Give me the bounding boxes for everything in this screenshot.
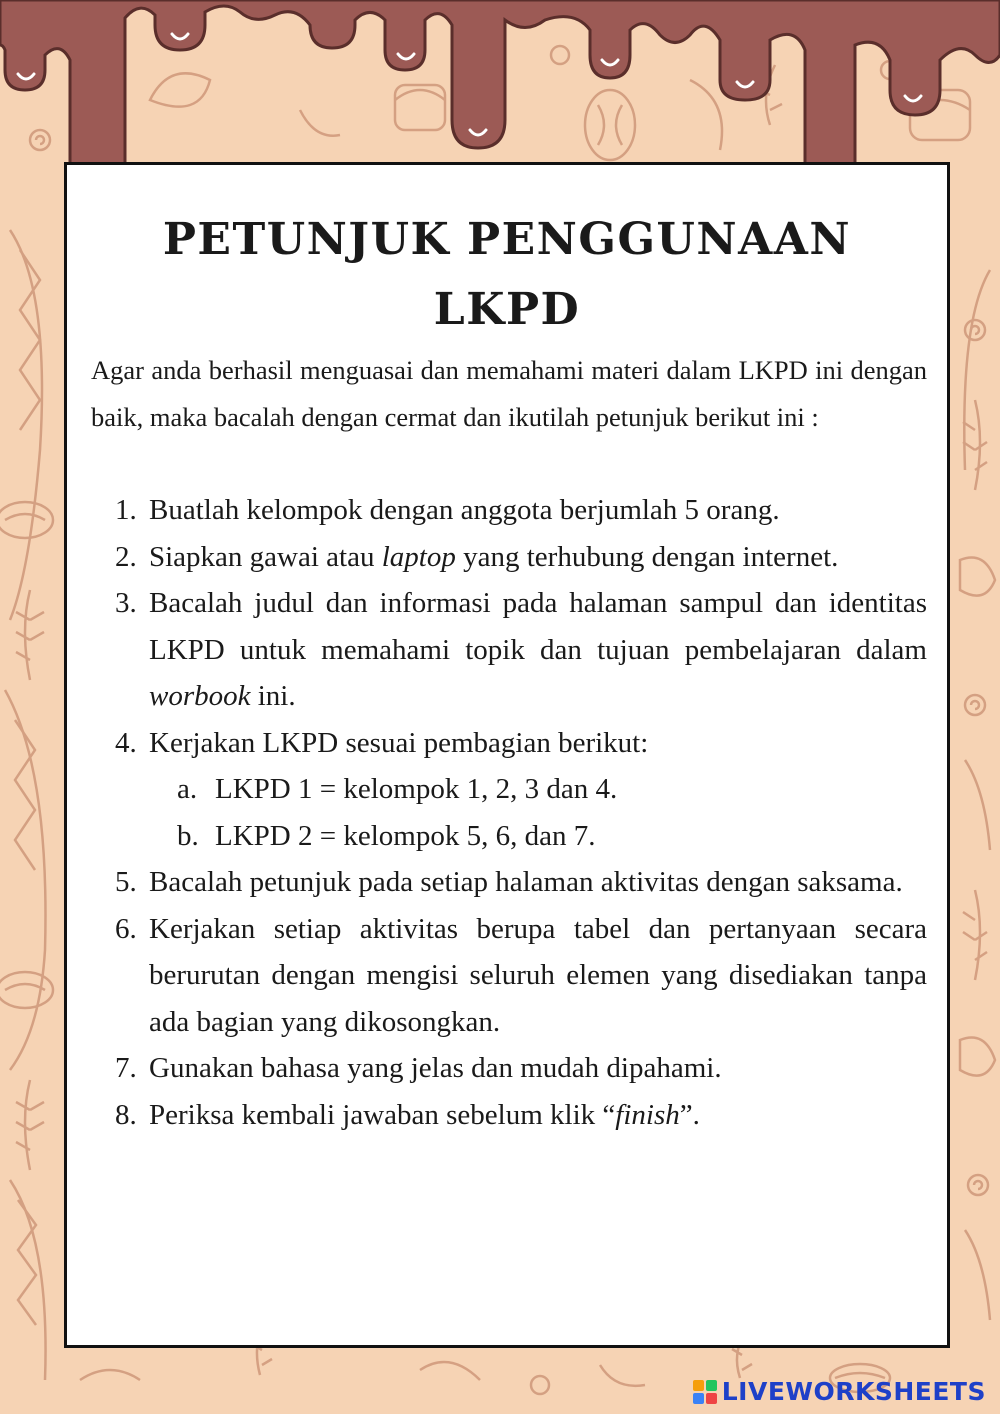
- step-item: [91, 1045, 927, 1092]
- watermark-text: LIVEWORKSHEETS: [721, 1377, 986, 1406]
- step-text-pre: Siapkan gawai atau: [149, 540, 382, 573]
- liveworksheets-watermark[interactable]: [692, 1377, 986, 1406]
- step-text: Buatlah kelompok dengan anggota berjumlah 5 orang.: [149, 494, 780, 526]
- step-text-emphasis: laptop: [381, 540, 456, 573]
- page-title: [67, 205, 947, 345]
- step-text-pre: Periksa kembali jawaban sebelum klik “: [149, 1098, 616, 1131]
- step-number: 7.: [115, 1052, 137, 1084]
- step-text-emphasis: finish: [615, 1098, 680, 1131]
- liveworksheets-logo-icon: [692, 1379, 718, 1405]
- sub-letter: a.: [177, 773, 198, 805]
- intro-paragraph: Agar anda berhasil menguasai dan memahami materi dalam LKPD ini dengan baik, maka bacalah dengan cermat dan ikutilah petunjuk berikut ini :: [91, 355, 927, 432]
- step-number: 8.: [115, 1098, 137, 1131]
- step-item: [91, 1092, 927, 1139]
- step-number: 5.: [115, 866, 137, 898]
- instruction-steps: [91, 487, 927, 1138]
- step-text: Kerjakan LKPD sesuai pembagian berikut:: [149, 726, 649, 759]
- step-text: Kerjakan setiap aktivitas berupa tabel dan pertanyaan secara berurutan dengan mengisi seluruh elemen yang disediakan tanpa ada bagian yang dikosongkan.: [149, 912, 927, 1038]
- step-text-pre: Bacalah judul dan informasi pada halaman sampul dan identitas LKPD untuk memahami topik dan tujuan pembelajaran dalam: [149, 587, 927, 666]
- step-number: 4.: [115, 726, 137, 759]
- step-text-post: ini.: [250, 680, 296, 712]
- step-text-post: yang terhubung dengan internet.: [455, 540, 839, 573]
- sub-list-item: [177, 766, 927, 813]
- sub-list: [149, 766, 927, 859]
- title-line-2: LKPD: [433, 284, 581, 335]
- step-text-emphasis: worbook: [149, 680, 251, 712]
- sub-letter: b.: [177, 819, 199, 852]
- step-number: 2.: [115, 540, 137, 573]
- step-item: [91, 580, 927, 720]
- sub-list-item: [177, 813, 927, 860]
- step-item: [91, 720, 927, 860]
- step-item: [91, 859, 927, 906]
- step-item: [91, 906, 927, 1046]
- step-number: 3.: [115, 587, 137, 619]
- instructions-card: [64, 162, 950, 1348]
- step-text: Gunakan bahasa yang jelas dan mudah dipahami.: [149, 1052, 722, 1084]
- sub-text: LKPD 2 = kelompok 5, 6, dan 7.: [215, 819, 596, 852]
- sub-text: LKPD 1 = kelompok 1, 2, 3 dan 4.: [215, 773, 618, 805]
- step-text: Bacalah petunjuk pada setiap halaman aktivitas dengan saksama.: [149, 866, 903, 898]
- step-text-post: ”.: [679, 1098, 700, 1131]
- step-number: 6.: [115, 912, 137, 945]
- step-item: [91, 534, 927, 581]
- step-item: [91, 487, 927, 534]
- title-line-1: PETUNJUK PENGGUNAAN: [162, 214, 852, 265]
- step-number: 1.: [115, 494, 137, 526]
